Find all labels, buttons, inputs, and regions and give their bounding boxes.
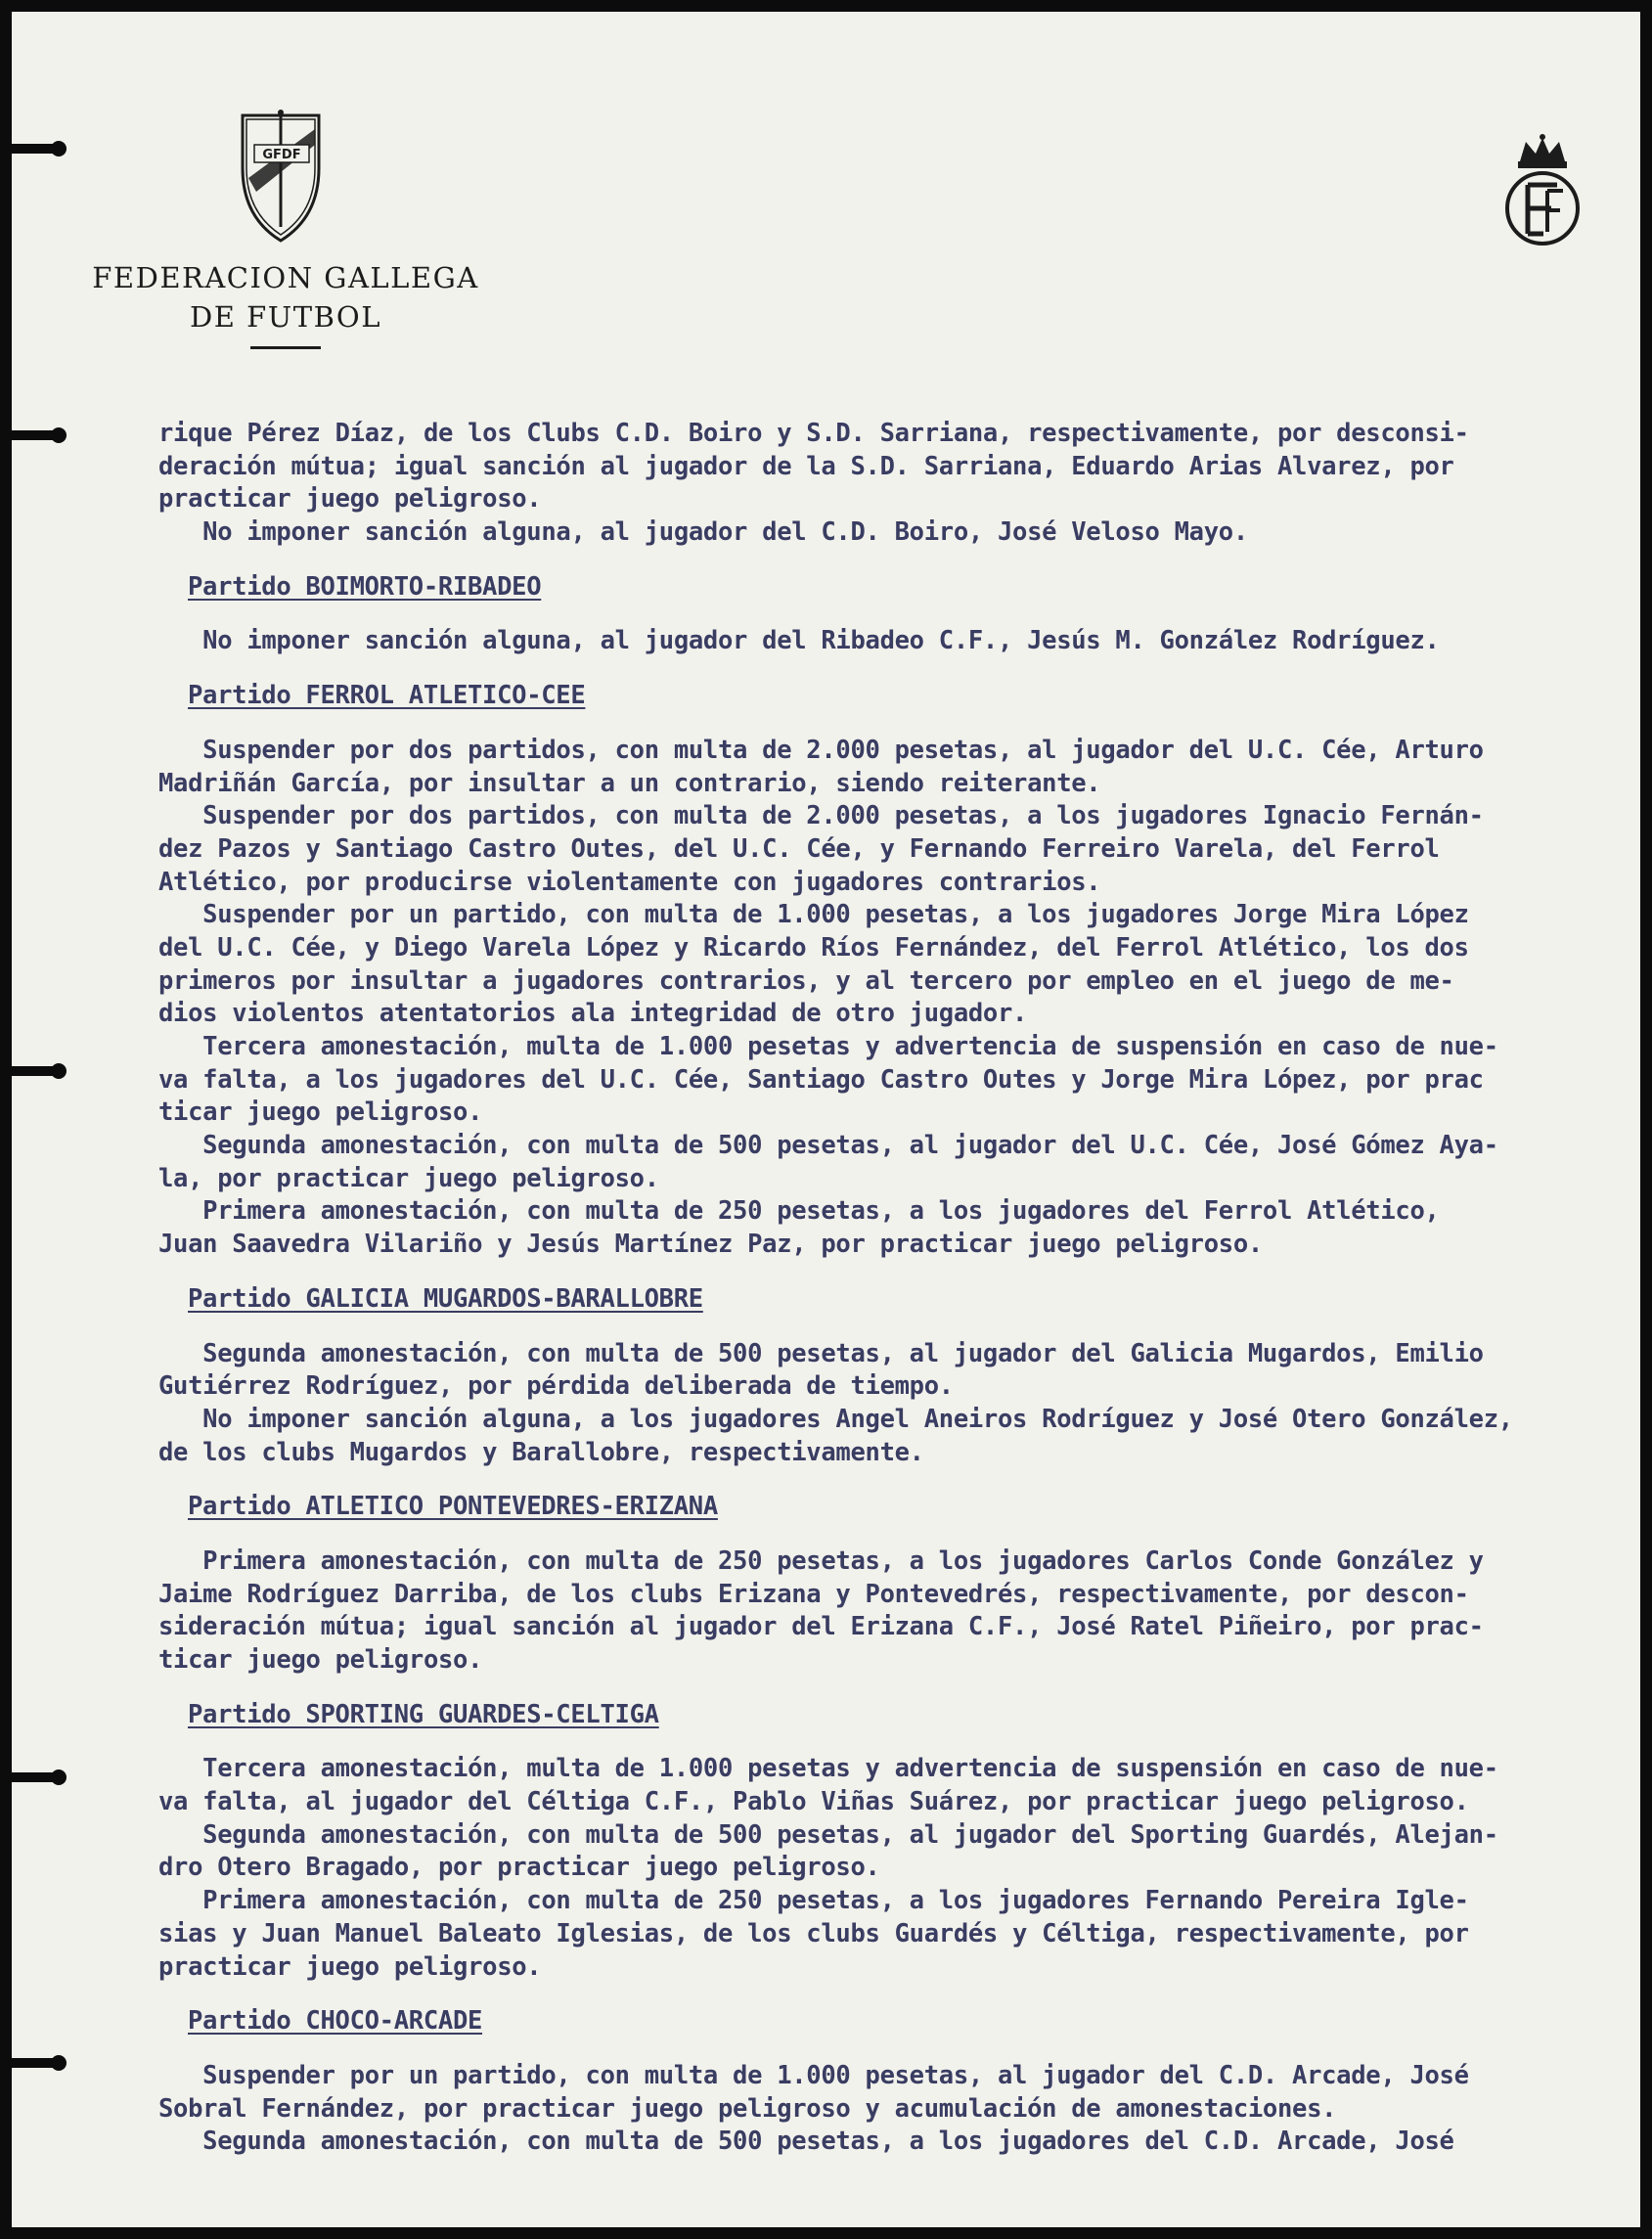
match-heading: [158, 680, 1635, 713]
binder-hole-mark: [12, 144, 59, 154]
match-heading-text: Partido GALICIA MUGARDOS-BARALLOBRE: [188, 1283, 703, 1314]
section-gap: [158, 1984, 1635, 2005]
match-heading: [158, 1283, 1635, 1317]
text-line: la, por practicar juego peligroso.: [158, 1163, 659, 1193]
text-line: Atlético, por producirse violentamente con jugadores contrarios.: [158, 867, 1101, 897]
text-line: No imponer sanción alguna, al jugador del Ribadeo C.F., Jesús M. González Rodríguez.: [158, 626, 1440, 656]
text-line: Sobral Fernández, por practicar juego peligroso y acumulación de amonestaciones.: [158, 2093, 1337, 2124]
text-line: Suspender por dos partidos, con multa de 2.000 pesetas, al jugador del U.C. Cée, Arturo: [158, 735, 1484, 765]
match-heading-text: Partido FERROL ATLETICO-CEE: [188, 681, 586, 711]
section-gap: [158, 1731, 1635, 1753]
text-line: Jaime Rodríguez Darriba, de los clubs Erizana y Pontevedrés, respectivamente, por descon-: [158, 1579, 1469, 1609]
text-line: dez Pazos y Santiago Castro Outes, del U.C. Cée, y Fernando Ferreiro Varela, del Ferrol: [158, 833, 1440, 864]
resolution-text: [158, 418, 1635, 2159]
match-heading: [158, 571, 1635, 605]
text-line: rique Pérez Díaz, de los Clubs C.D. Boiro y S.D. Sarriana, respectivamente, por desconsi-: [158, 419, 1469, 448]
header-rule: [250, 346, 321, 349]
text-line: Primera amonestación, con multa de 250 pesetas, a los jugadores Carlos Conde González y: [158, 1545, 1484, 1576]
text-line: dro Otero Bragado, por practicar juego peligroso.: [158, 1853, 880, 1883]
text-line: Juan Saavedra Vilariño y Jesús Martínez Paz, por practicar juego peligroso.: [158, 1230, 1263, 1260]
match-heading-text: Partido SPORTING GUARDES-CELTIGA: [188, 1699, 659, 1729]
svg-text:GFDF: GFDF: [262, 148, 301, 162]
text-line: va falta, a los jugadores del U.C. Cée, Santiago Castro Outes y Jorge Mira López, por prac: [158, 1064, 1484, 1095]
section-gap: [158, 713, 1635, 735]
section-gap: [158, 550, 1635, 571]
section-gap: [158, 1262, 1635, 1283]
text-line: No imponer sanción alguna, a los jugadores Angel Aneiros Rodríguez y José Otero González,: [158, 1404, 1513, 1434]
text-line: Suspender por un partido, con multa de 1.000 pesetas, al jugador del C.D. Arcade, José: [158, 2060, 1469, 2090]
match-heading: [158, 1491, 1635, 1524]
text-line: Suspender por dos partidos, con multa de 2.000 pesetas, a los jugadores Ignacio Fernán-: [158, 801, 1484, 831]
document-page: [12, 12, 1640, 2227]
text-line: Madriñán García, por insultar a un contrario, siendo reiterante.: [158, 768, 1101, 798]
text-line: del U.C. Cée, y Diego Varela López y Ricardo Ríos Fernández, del Ferrol Atlético, los dos: [158, 932, 1469, 963]
section-gap: [158, 604, 1635, 625]
section-gap: [158, 1469, 1635, 1491]
federation-name-line2: DE FUTBOL: [190, 300, 381, 334]
text-line: Tercera amonestación, multa de 1.000 pesetas y advertencia de suspensión en caso de nue-: [158, 1032, 1498, 1061]
binder-hole-mark: [12, 1772, 59, 1782]
text-line: ticar juego peligroso.: [158, 1645, 483, 1675]
rfef-crown-emblem: [1498, 134, 1586, 251]
text-line: primeros por insultar a jugadores contrarios, y al tercero por empleo en el juego de me-: [158, 965, 1454, 996]
section-gap: [158, 1524, 1635, 1545]
binder-hole-mark: [12, 2058, 59, 2068]
binder-hole-mark: [12, 1066, 59, 1076]
text-line: Segunda amonestación, con multa de 500 pesetas, al jugador del U.C. Cée, José Gómez Aya-: [158, 1131, 1498, 1161]
match-heading-text: Partido BOIMORTO-RIBADEO: [188, 571, 542, 602]
text-line: Segunda amonestación, con multa de 500 pesetas, al jugador del Galicia Mugardos, Emilio: [158, 1338, 1484, 1368]
text-line: sias y Juan Manuel Baleato Iglesias, de los clubs Guardés y Céltiga, respectivamente, por: [158, 1918, 1469, 1948]
text-line: Segunda amonestación, con multa de 500 pesetas, a los jugadores del C.D. Arcade, José: [158, 2127, 1454, 2157]
text-line: Primera amonestación, con multa de 250 pesetas, a los jugadores del Ferrol Atlético,: [158, 1196, 1440, 1227]
section-gap: [158, 2038, 1635, 2060]
section-gap: [158, 1317, 1635, 1338]
federation-name: [80, 258, 491, 349]
text-line: Primera amonestación, con multa de 250 pesetas, a los jugadores Fernando Pereira Igle-: [158, 1886, 1469, 1916]
text-line: Suspender por un partido, con multa de 1.000 pesetas, a los jugadores Jorge Mira López: [158, 900, 1469, 930]
match-heading: [158, 1699, 1635, 1732]
text-line: Gutiérrez Rodríguez, por pérdida deliberada de tiempo.: [158, 1371, 954, 1402]
text-line: practicar juego peligroso.: [158, 1951, 542, 1982]
text-line: deración mútua; igual sanción al jugador de la S.D. Sarriana, Eduardo Arias Alvarez, por: [158, 451, 1454, 481]
match-heading: [158, 2005, 1635, 2038]
text-line: dios violentos atentatorios ala integridad de otro jugador.: [158, 999, 1028, 1029]
section-gap: [158, 658, 1635, 680]
federation-shield-logo: [237, 110, 325, 246]
text-line: Segunda amonestación, con multa de 500 pesetas, al jugador del Sporting Guardés, Alejan-: [158, 1819, 1498, 1850]
text-line: No imponer sanción alguna, al jugador del C.D. Boiro, José Veloso Mayo.: [158, 517, 1248, 548]
binder-hole-mark: [12, 430, 59, 440]
match-heading-text: Partido ATLETICO PONTEVEDRES-ERIZANA: [188, 1492, 718, 1522]
text-line: ticar juego peligroso.: [158, 1097, 483, 1128]
match-heading-text: Partido CHOCO-ARCADE: [188, 2006, 483, 2037]
text-line: practicar juego peligroso.: [158, 484, 542, 515]
federation-name-line1: FEDERACION GALLEGA: [92, 261, 479, 294]
text-line: Tercera amonestación, multa de 1.000 pesetas y advertencia de suspensión en caso de nue-: [158, 1754, 1498, 1784]
text-line: va falta, al jugador del Céltiga C.F., Pablo Viñas Suárez, por practicar juego peligroso.: [158, 1787, 1469, 1817]
text-line: de los clubs Mugardos y Barallobre, respectivamente.: [158, 1437, 924, 1467]
text-line: sideración mútua; igual sanción al jugador del Erizana C.F., José Ratel Piñeiro, por prac-: [158, 1612, 1484, 1642]
section-gap: [158, 1678, 1635, 1699]
